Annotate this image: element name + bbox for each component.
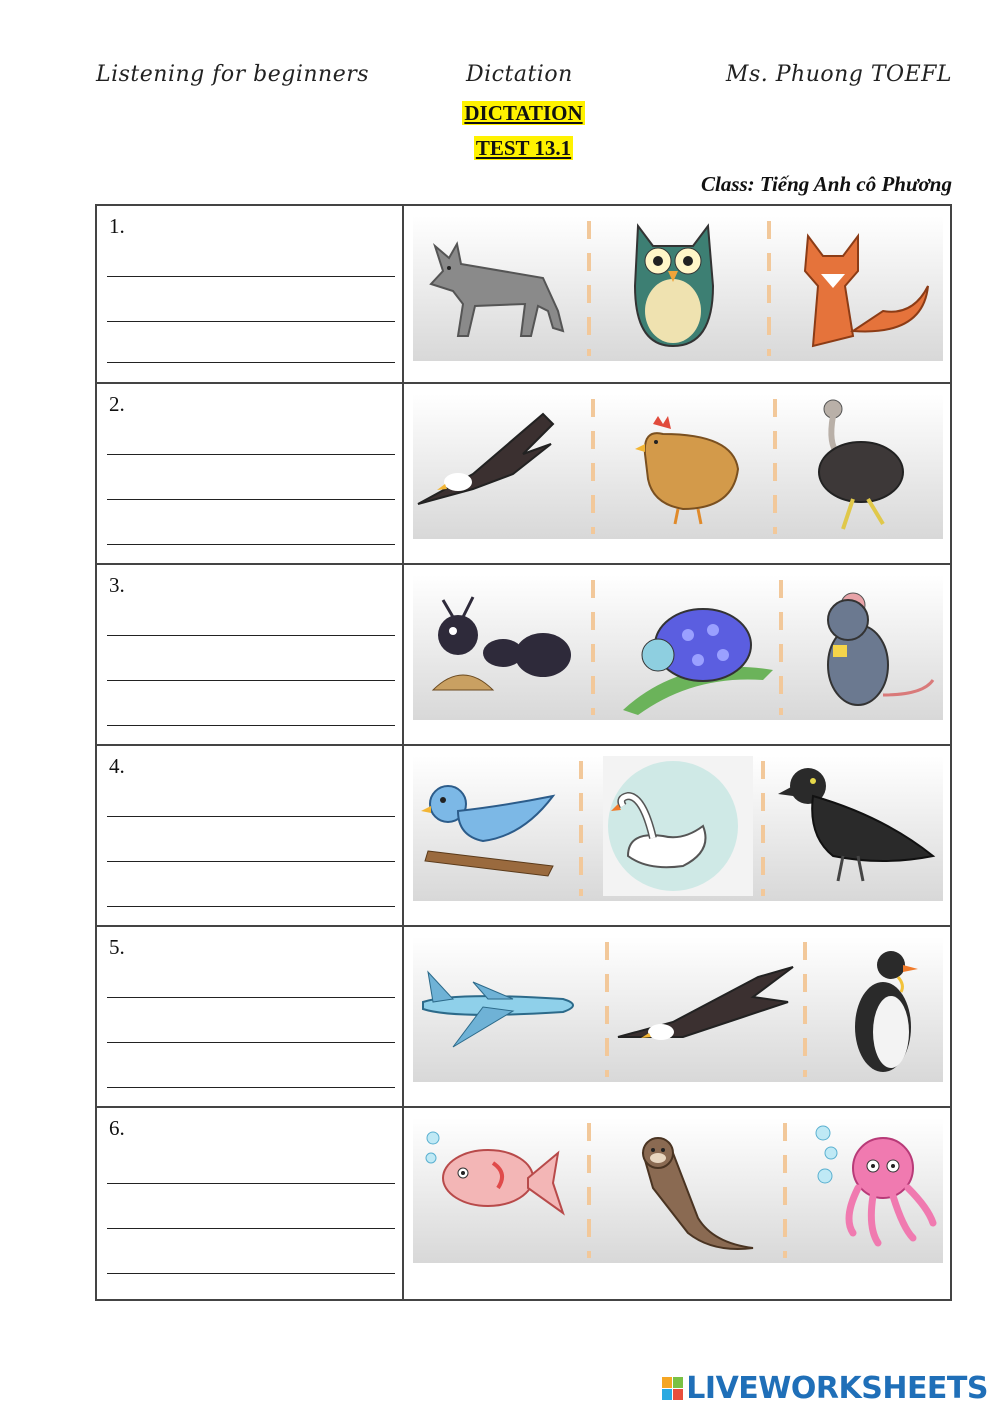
logo-badge-icon [662, 1377, 684, 1401]
title-test-text: TEST 13.1 [475, 136, 572, 160]
answer-line[interactable] [107, 635, 395, 636]
worksheet-row-3 [97, 565, 950, 746]
answer-line[interactable] [107, 1228, 395, 1229]
liveworksheets-logo [662, 1371, 988, 1406]
answer-cell-5 [97, 927, 404, 1106]
answer-line[interactable] [107, 321, 395, 322]
question-number: 6. [109, 1116, 125, 1140]
class-label: Class: Tiếng Anh cô Phương [700, 172, 952, 196]
worksheet-row-1 [97, 206, 950, 384]
question-number: 2. [109, 392, 125, 416]
answer-line[interactable] [107, 725, 395, 726]
worksheet-row-4 [97, 746, 950, 927]
worksheet-row-5 [97, 927, 950, 1108]
header-teacher: Ms. Phuong TOEFL [725, 62, 952, 87]
answer-cell-2 [97, 384, 404, 563]
answer-line[interactable] [107, 861, 395, 862]
worksheet-row-6 [97, 1108, 950, 1299]
header-topic: Dictation [466, 62, 573, 87]
question-number: 5. [109, 935, 125, 959]
title-dictation [0, 101, 1000, 126]
answer-line[interactable] [107, 499, 395, 500]
answer-cell-4 [97, 746, 404, 925]
answer-cell-1 [97, 206, 404, 382]
picture-strip-4 [413, 756, 943, 901]
answer-line[interactable] [107, 1042, 395, 1043]
answer-line[interactable] [107, 680, 395, 681]
answer-line[interactable] [107, 1183, 395, 1184]
answer-line[interactable] [107, 906, 395, 907]
worksheet-table [95, 204, 952, 1301]
answer-line[interactable] [107, 1273, 395, 1274]
answer-line[interactable] [107, 997, 395, 998]
logo-text: LIVEWORKSHEETS [686, 1371, 988, 1406]
answer-line[interactable] [107, 362, 395, 363]
picture-strip-1 [413, 216, 943, 361]
answer-line[interactable] [107, 816, 395, 817]
picture-strip-3 [413, 575, 943, 720]
question-number: 3. [109, 573, 125, 597]
swan-icon [603, 756, 753, 896]
picture-strip-5 [413, 937, 943, 1082]
answer-cell-6 [97, 1108, 404, 1299]
question-number: 4. [109, 754, 125, 778]
picture-strip-6 [413, 1118, 943, 1263]
answer-line[interactable] [107, 454, 395, 455]
answer-line[interactable] [107, 1087, 395, 1088]
answer-line[interactable] [107, 544, 395, 545]
header-course: Listening for beginners [96, 62, 370, 87]
question-number: 1. [109, 214, 125, 238]
worksheet-row-2 [97, 384, 950, 565]
title-test [0, 136, 1000, 161]
picture-strip-2 [413, 394, 943, 539]
title-dictation-text: DICTATION [464, 101, 583, 125]
answer-line[interactable] [107, 276, 395, 277]
answer-cell-3 [97, 565, 404, 744]
